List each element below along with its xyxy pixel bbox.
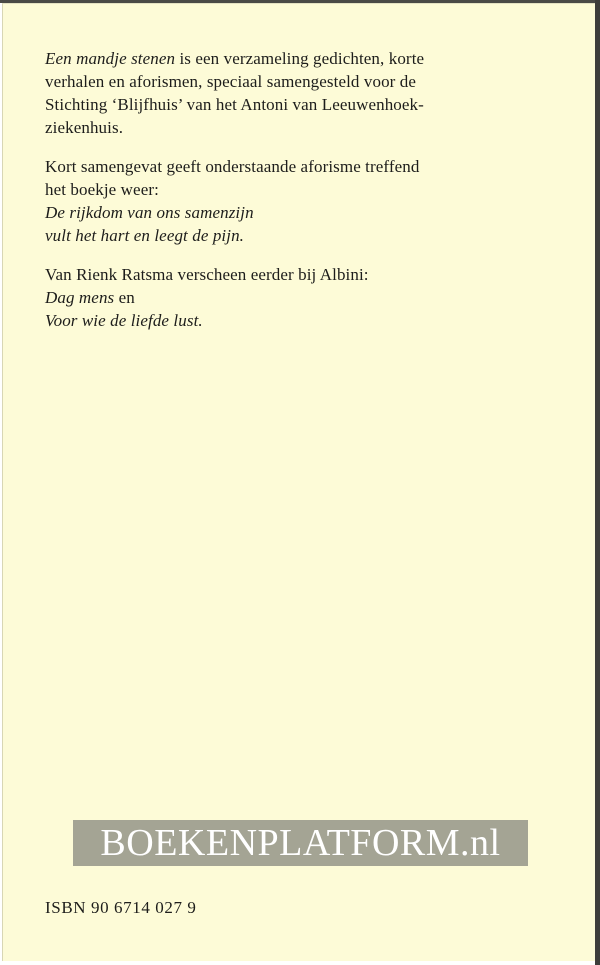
book-title-dag-mens: Dag mens [45,288,115,307]
watermark-banner: BOEKENPLATFORM.nl [73,820,528,866]
blurb-paragraph-1 [45,47,575,139]
book-list-conjunction: en [114,288,135,307]
blurb-paragraph-3 [45,263,575,332]
scan-right-edge [595,0,600,965]
blurb-p1-line-3: Stichting ‘Blijfhuis’ van het Antoni van Leeuwenhoek- [45,95,424,114]
blurb-p3-line-2 [45,286,575,309]
blurb-p1-line-2: verhalen en aforismen, speciaal samengesteld voor de [45,72,417,91]
blurb-p1-line-1-rest: is een verzameling gedichten, korte [175,49,425,68]
blurb-paragraph-2 [45,155,575,247]
blurb-p1-line-1 [45,47,575,70]
blurb-p2-line-2: het boekje weer: [45,180,159,199]
blurb-p3-line-1: Van Rienk Ratsma verscheen eerder bij Albini: [45,265,369,284]
back-cover [2,3,595,961]
aphorism-line-2: vult het hart en leegt de pijn. [45,226,245,245]
blurb-p2-line-1: Kort samengevat geeft onderstaande aforisme treffend [45,157,420,176]
book-title-voor-wie-de-liefde-lust: Voor wie de liefde lust. [45,311,203,330]
aphorism-line-1: De rijkdom van ons samenzijn [45,203,254,222]
book-title-een-mandje-stenen: Een mandje stenen [45,49,176,68]
blurb-p1-line-4: ziekenhuis. [45,118,124,137]
isbn-number: ISBN 90 6714 027 9 [45,898,197,917]
